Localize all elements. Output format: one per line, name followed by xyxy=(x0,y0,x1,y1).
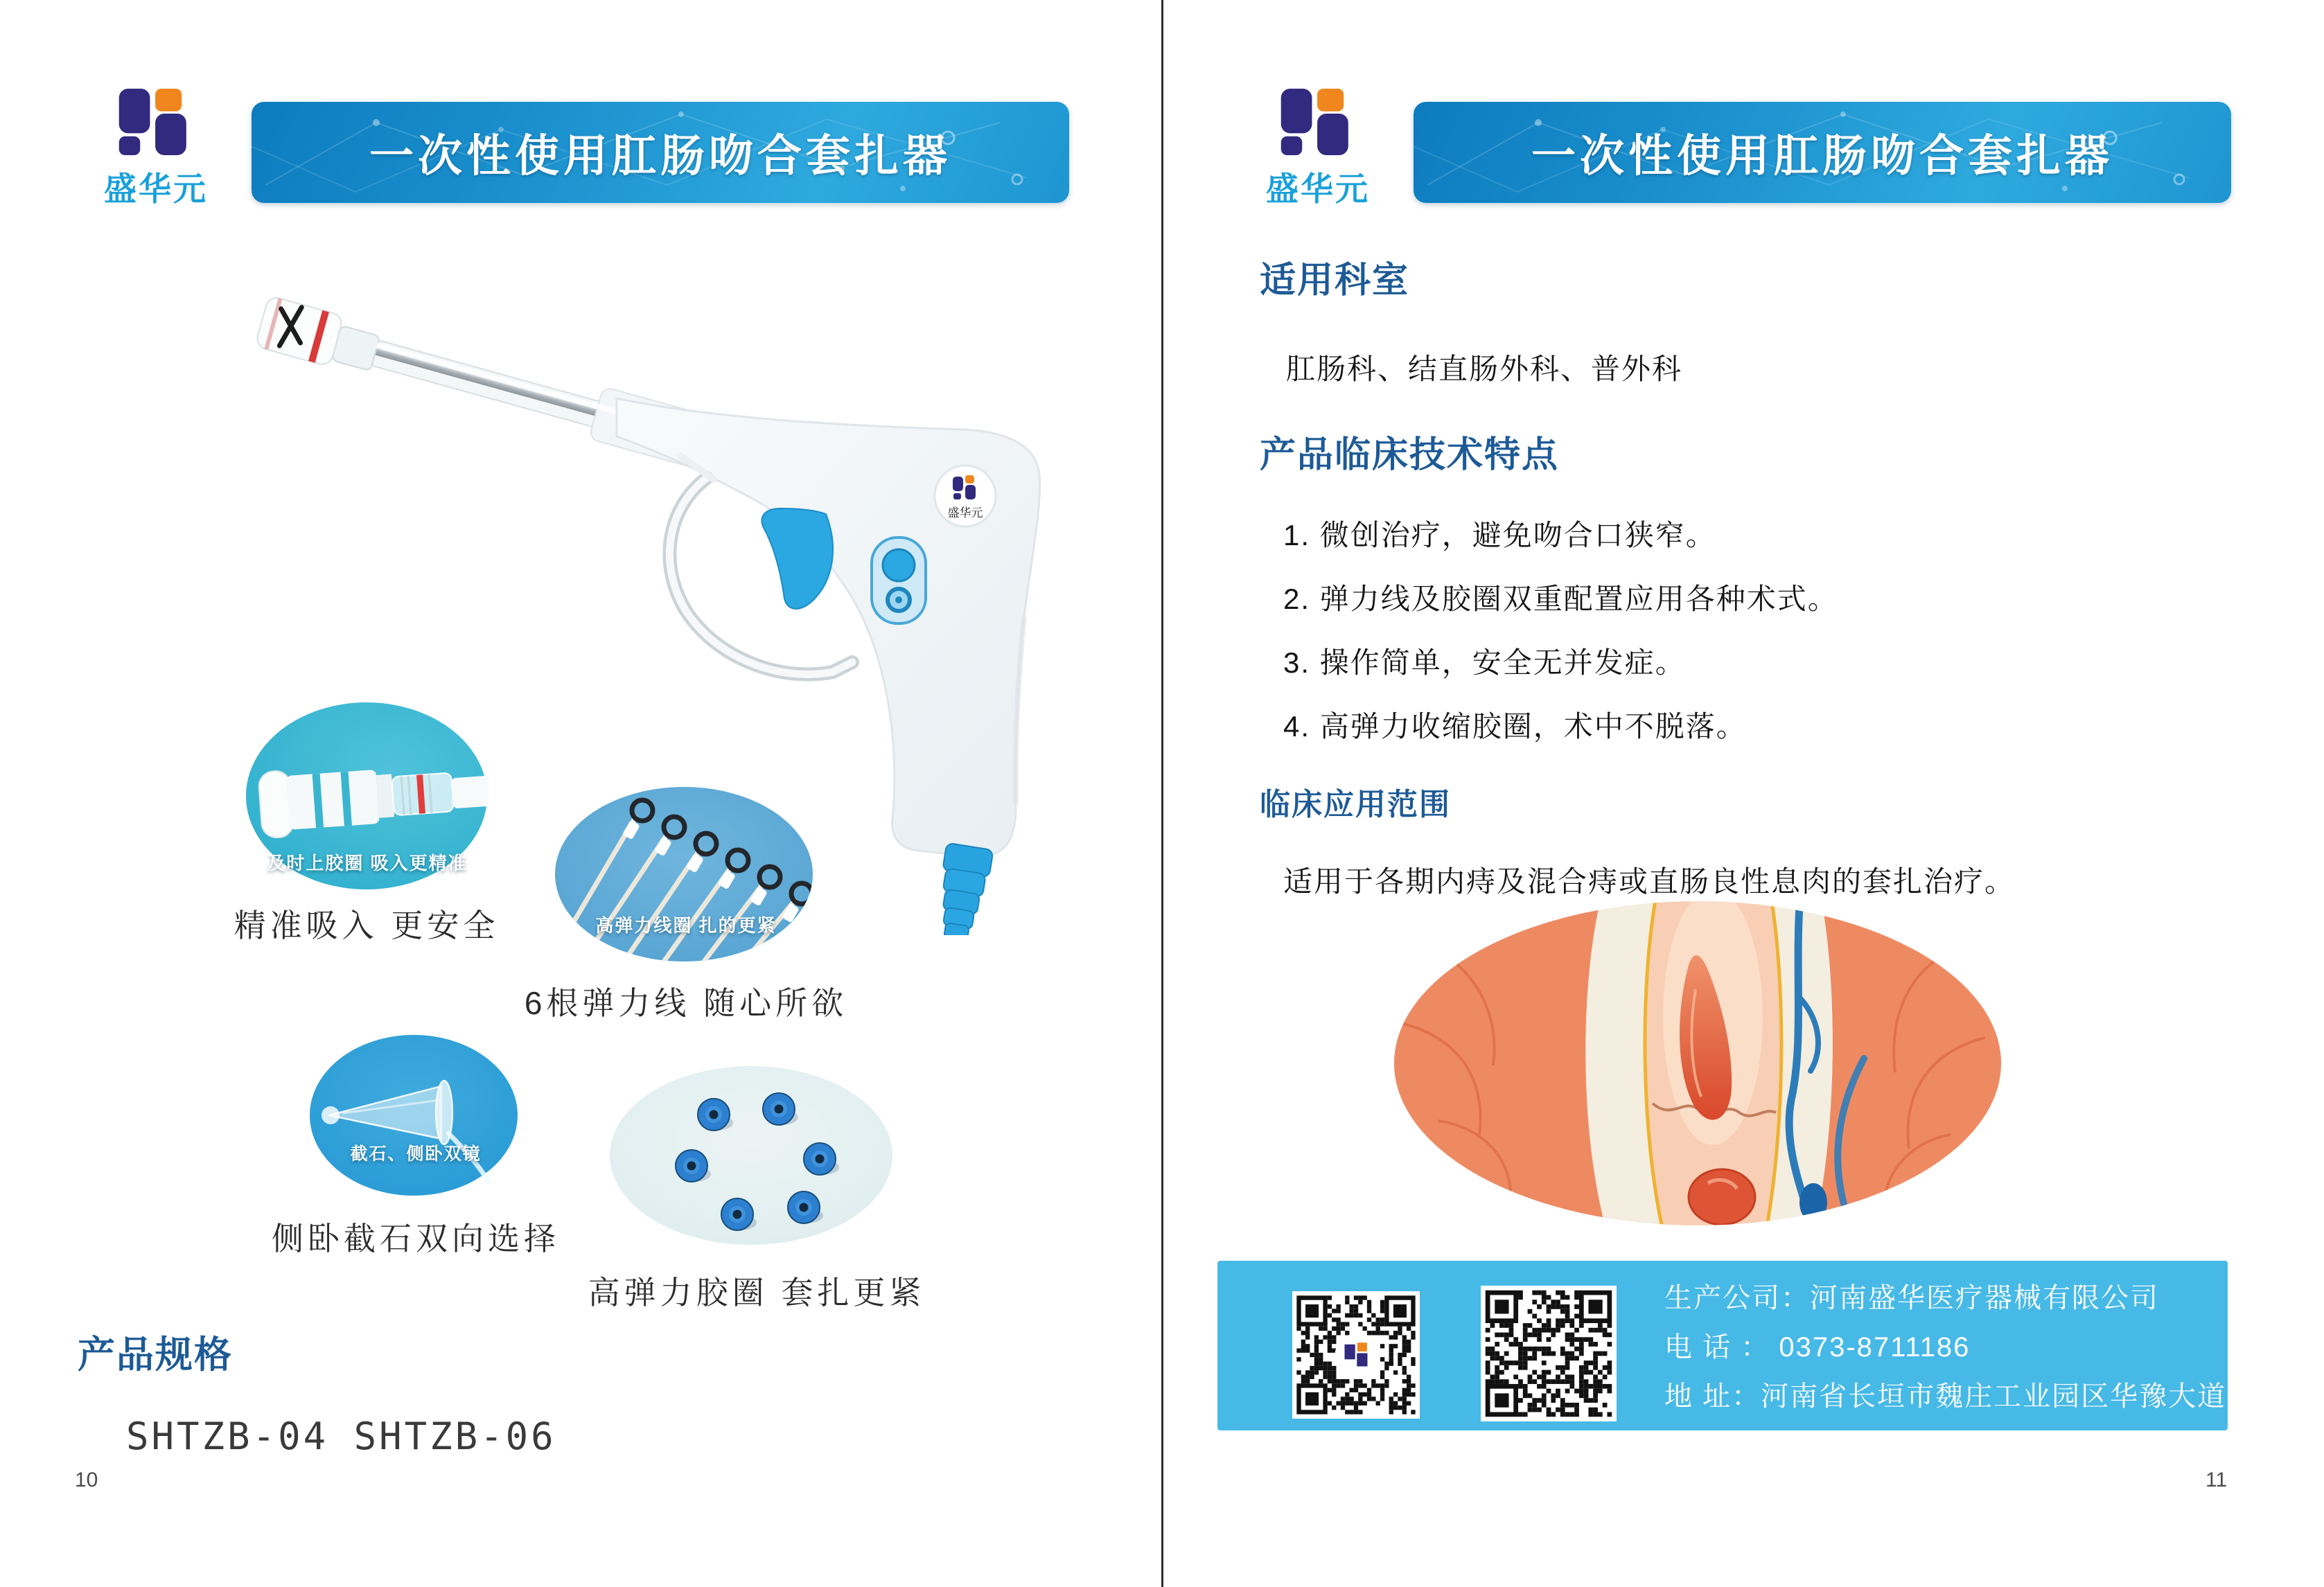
device-brand-sticker xyxy=(935,466,996,526)
page-title: 一次性使用肛肠吻合套扎器 xyxy=(1531,131,2113,181)
page-title: 一次性使用肛肠吻合套扎器 xyxy=(369,131,951,181)
footer-phone-line: 电 话 ： 0373-8711186 xyxy=(1664,1332,1971,1363)
page-title-banner xyxy=(1414,102,2231,203)
device-side-knob xyxy=(872,538,926,623)
footer-contact-box xyxy=(1217,1261,2285,1430)
page-divider xyxy=(1161,0,1163,1587)
departments-text: 肛肠科、结直肠外科、普外科 xyxy=(1286,353,1683,385)
device-trigger xyxy=(762,508,833,609)
device-sticker-text: 盛华元 xyxy=(947,506,983,520)
footer-company-line: 生产公司：河南盛华医疗器械有限公司 xyxy=(1664,1283,2159,1313)
feature-photo-rubber-rings xyxy=(608,1065,894,1246)
qr-code-icon xyxy=(1481,1286,1617,1421)
page-number-right: 11 xyxy=(2206,1469,2228,1491)
anatomy-illustration-hemorrhoids xyxy=(1375,899,2020,1228)
feature-photo-anoscope xyxy=(308,1034,519,1197)
specs-models: SHTZB-04 SHTZB-06 xyxy=(126,1415,556,1458)
company-logo-text: 盛华元 xyxy=(104,170,208,207)
page-title-banner xyxy=(252,102,1069,203)
feature-overlay-label: 及时上胶圈 吸入更精准 xyxy=(267,853,468,874)
feature-caption: 精准吸入 更安全 xyxy=(234,907,500,943)
clinical-features-heading: 产品临床技术特点 xyxy=(1260,435,1560,475)
clinical-feature-item: 3. 操作简单，安全无并发症。 xyxy=(1283,646,1686,679)
company-logo-icon xyxy=(116,89,193,155)
feature-caption: 高弹力胶圈 套扎更紧 xyxy=(588,1275,926,1311)
feature-overlay-label: 高弹力线圈 扎的更紧 xyxy=(595,915,777,936)
page-number-left: 10 xyxy=(75,1469,98,1491)
footer-address-line: 地 址：河南省长垣市魏庄工业园区华豫大道西侧 xyxy=(1664,1381,2285,1412)
clinical-feature-item: 4. 高弹力收缩胶圈，术中不脱落。 xyxy=(1283,710,1747,743)
feature-overlay-label: 截石、侧卧双镜 xyxy=(350,1144,482,1164)
scope-heading: 临床应用范围 xyxy=(1260,788,1451,822)
device-cable-connector xyxy=(932,843,993,935)
scope-text: 适用于各期内痔及混合痔或直肠良性息肉的套扎治疗。 xyxy=(1283,865,2016,898)
departments-heading: 适用科室 xyxy=(1260,260,1410,301)
qr-code-icon xyxy=(1292,1291,1420,1419)
clinical-feature-item: 2. 弹力线及胶圈双重配置应用各种术式。 xyxy=(1283,583,1838,615)
company-logo-icon xyxy=(1278,89,1355,155)
feature-caption: 6根弹力线 随心所欲 xyxy=(524,985,848,1021)
specs-heading: 产品规格 xyxy=(78,1334,233,1376)
clinical-feature-item: 1. 微创治疗，避免吻合口狭窄。 xyxy=(1283,519,1716,551)
company-logo-text: 盛华元 xyxy=(1266,170,1370,207)
feature-caption: 侧卧截石双向选择 xyxy=(272,1221,560,1257)
